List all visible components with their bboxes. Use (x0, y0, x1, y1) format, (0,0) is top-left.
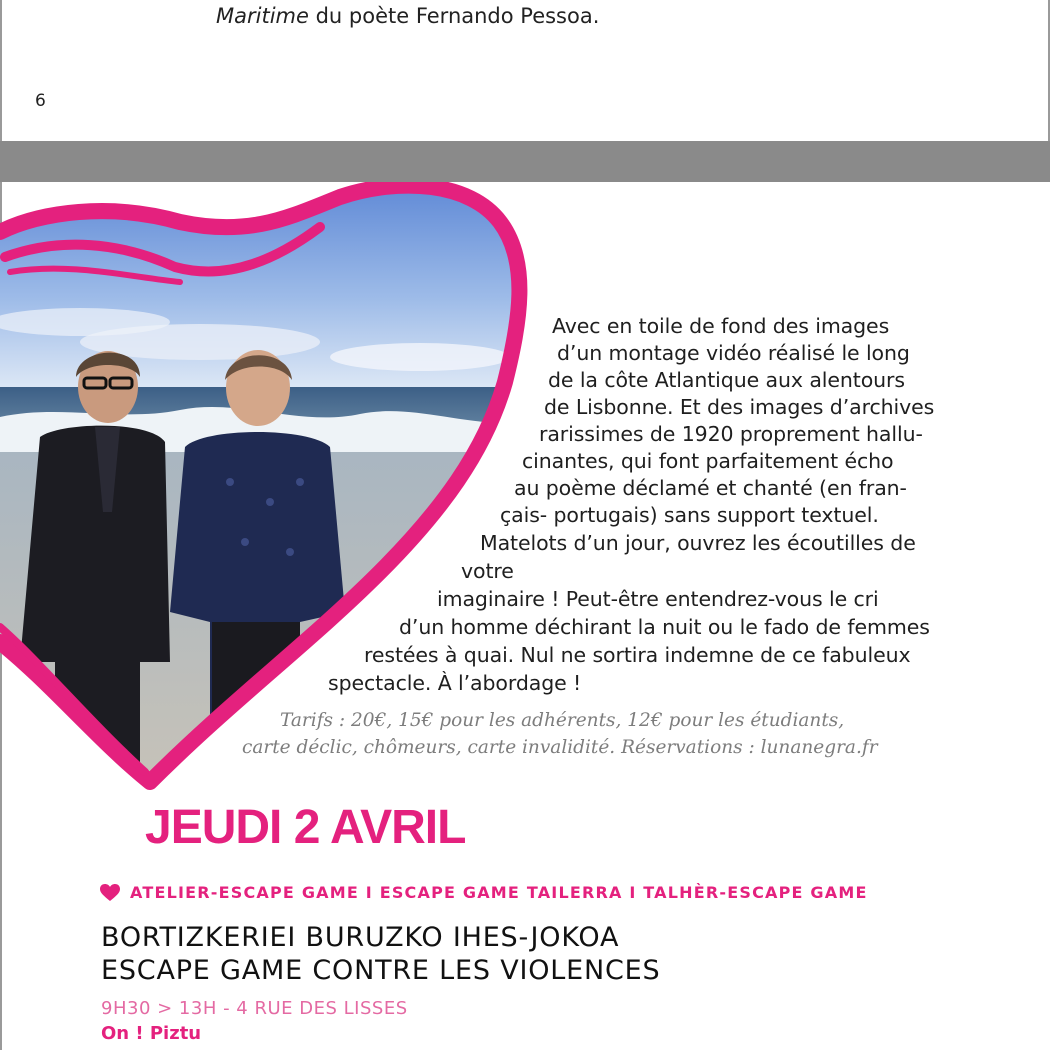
event-date: JEUDI 2 AVRIL (145, 801, 466, 854)
body-line: de Lisbonne. Et des images d’archives (544, 395, 935, 419)
body-line: votre (461, 559, 514, 583)
body-line: restées à quai. Nul ne sortira indemne de ce fabuleux (364, 643, 911, 667)
event-title-line-1: BORTIZKERIEI BURUZKO IHES-JOKOA (101, 922, 620, 953)
event-organizer: On ! Piztu (101, 1023, 202, 1044)
body-line: de la côte Atlantique aux alentours (548, 368, 905, 392)
intro-rest: du poète Fernando Pessoa. (308, 4, 600, 28)
event-title-line-2: ESCAPE GAME CONTRE LES VIOLENCES (101, 955, 661, 986)
page-number: 6 (35, 91, 46, 111)
previous-page (0, 0, 1050, 141)
body-line: d’un homme déchirant la nuit ou le fado de femmes (399, 615, 930, 639)
body-line: Matelots d’un jour, ouvrez les écoutilles de (480, 531, 916, 555)
previous-page-text (216, 2, 599, 30)
tarifs-line: carte déclic, chômeurs, carte invalidité. Réservations : lunanegra.fr (242, 737, 878, 758)
body-line: d’un montage vidéo réalisé le long (557, 341, 910, 365)
event-time-location: 9H30 > 13H - 4 RUE DES LISSES (101, 998, 408, 1019)
body-line: spectacle. À l’abordage ! (328, 671, 582, 695)
body-line: au poème déclamé et chanté (en fran- (514, 476, 907, 500)
body-line: imaginaire ! Peut-être entendrez-vous le cri (437, 587, 879, 611)
body-line: rarissimes de 1920 proprement hallu- (539, 422, 923, 446)
page-gap (0, 141, 1050, 182)
body-line: Avec en toile de fond des images (552, 314, 890, 338)
event-category-row (100, 883, 868, 902)
event-category: ATELIER-ESCAPE GAME I ESCAPE GAME TAILERRA I TALHÈR-ESCAPE GAME (130, 883, 868, 902)
body-line: çais- portugais) sans support textuel. (500, 503, 879, 527)
heart-framed-photo (0, 182, 560, 802)
body-line: cinantes, qui font parfaitement écho (522, 449, 894, 473)
tarifs-line: Tarifs : 20€, 15€ pour les adhérents, 12€ pour les étudiants, (280, 710, 845, 731)
heart-icon (100, 884, 120, 902)
intro-italic: Maritime (216, 4, 309, 28)
